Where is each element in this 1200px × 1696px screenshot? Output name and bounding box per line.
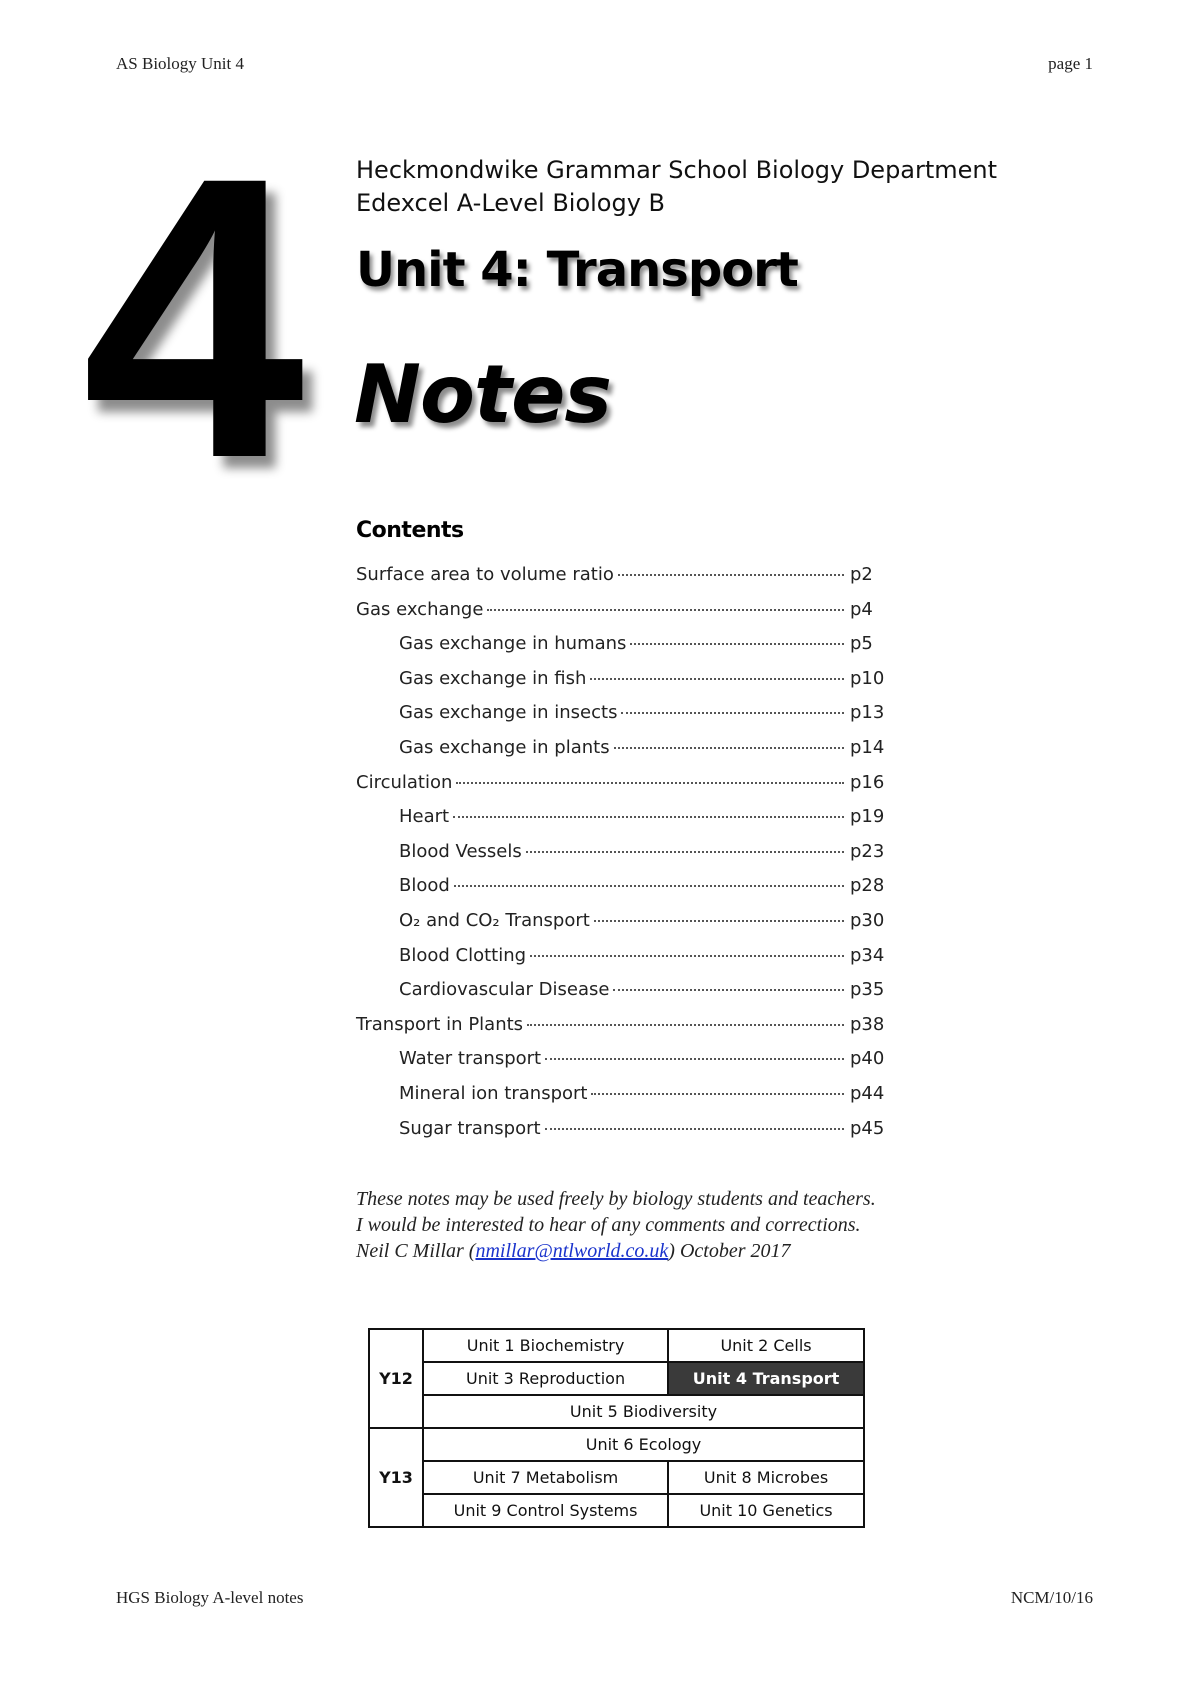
toc-entry (356, 910, 896, 945)
toc-entry-label: O₂ and CO₂ Transport (399, 909, 590, 931)
toc-dot-leader (621, 712, 844, 714)
toc-dot-leader (630, 643, 844, 645)
header-left: AS Biology Unit 4 (116, 54, 244, 73)
toc-entry-page: p19 (850, 806, 885, 828)
toc-entry (356, 841, 896, 876)
unit-number: 4 (82, 94, 295, 541)
toc-entry-label: Water transport (399, 1048, 542, 1070)
toc-entry-label: Mineral ion transport (399, 1082, 588, 1104)
unit-7-cell: Unit 7 Metabolism (423, 1461, 668, 1494)
toc-dot-leader (591, 1093, 844, 1095)
toc-entry-page: p10 (850, 667, 885, 689)
unit-8-cell: Unit 8 Microbes (668, 1461, 864, 1494)
toc-dot-leader (487, 609, 844, 611)
unit-title: Unit 4: Transport (356, 242, 798, 298)
unit-10-cell: Unit 10 Genetics (668, 1494, 864, 1527)
unit-5-cell: Unit 5 Biodiversity (423, 1395, 864, 1428)
toc-entry-page: p40 (850, 1048, 885, 1070)
toc-entry (356, 1048, 896, 1083)
footer-left: HGS Biology A-level notes (116, 1588, 304, 1607)
toc-dot-leader (456, 782, 844, 784)
toc-entry-page: p5 (850, 633, 873, 655)
page-number: page 1 (1048, 54, 1093, 73)
toc-dot-leader (618, 574, 844, 576)
toc-entry-label: Surface area to volume ratio (356, 564, 614, 585)
toc-dot-leader (526, 851, 844, 853)
toc-entry-label: Sugar transport (399, 1117, 541, 1139)
toc-entry-page: p45 (850, 1117, 885, 1139)
author: Neil C Millar ( (356, 1240, 476, 1262)
toc-entry (356, 1083, 896, 1118)
unit-4-cell-current: Unit 4 Transport (668, 1362, 864, 1395)
toc-dot-leader (545, 1128, 844, 1130)
toc-entry-label: Circulation (356, 771, 453, 793)
note-line-3 (356, 1238, 876, 1264)
toc-entry-label: Gas exchange in fish (399, 667, 587, 689)
toc-dot-leader (613, 989, 844, 991)
school-name: Heckmondwike Grammar School Biology Department (356, 156, 998, 184)
toc-entry (356, 772, 896, 807)
toc-entry (356, 599, 896, 634)
email-link[interactable]: nmillar@ntlworld.co.uk (475, 1240, 669, 1262)
usage-note (356, 1186, 876, 1264)
date: ) October 2017 (668, 1240, 791, 1262)
toc-entry (356, 737, 896, 772)
unit-2-cell: Unit 2 Cells (668, 1329, 864, 1362)
toc-entry (356, 979, 896, 1014)
toc-entry (356, 702, 896, 737)
contents-heading: Contents (356, 518, 464, 543)
toc-entry-page: p28 (850, 875, 885, 897)
toc-entry-page: p2 (850, 564, 873, 585)
note-line-2: I would be interested to hear of any comments and corrections. (356, 1214, 861, 1236)
toc-entry (356, 564, 896, 599)
toc-dot-leader (527, 1024, 844, 1026)
toc-entry-label: Gas exchange in insects (399, 702, 618, 724)
toc-entry-page: p16 (850, 771, 885, 793)
toc-entry-label: Blood (399, 875, 450, 897)
toc-entry-page: p30 (850, 909, 885, 931)
units-table (368, 1328, 865, 1528)
toc-dot-leader (530, 955, 844, 957)
toc-entry-label: Gas exchange in plants (399, 736, 610, 758)
toc-entry-page: p35 (850, 979, 885, 1001)
toc-entry (356, 1014, 896, 1049)
toc-entry (356, 668, 896, 703)
toc-entry-page: p38 (850, 1013, 885, 1035)
toc-entry-page: p13 (850, 702, 885, 724)
toc-entry-page: p23 (850, 840, 885, 862)
year-13-label: Y13 (369, 1428, 423, 1527)
toc-entry (356, 875, 896, 910)
toc-entry-label: Blood Clotting (399, 944, 527, 966)
toc-dot-leader (453, 816, 844, 818)
toc-entry-page: p4 (850, 598, 873, 620)
note-line-1: These notes may be used freely by biology students and teachers. (356, 1188, 876, 1210)
toc-entry-page: p14 (850, 736, 885, 758)
year-12-label: Y12 (369, 1329, 423, 1428)
toc-dot-leader (594, 920, 844, 922)
table-of-contents (356, 564, 896, 1152)
course-name: Edexcel A-Level Biology B (356, 189, 666, 217)
unit-1-cell: Unit 1 Biochemistry (423, 1329, 668, 1362)
toc-dot-leader (590, 678, 844, 680)
toc-dot-leader (454, 885, 844, 887)
toc-dot-leader (614, 747, 844, 749)
school-block (356, 154, 997, 220)
toc-entry-label: Gas exchange (356, 598, 484, 620)
unit-9-cell: Unit 9 Control Systems (423, 1494, 668, 1527)
toc-entry-label: Transport in Plants (356, 1013, 524, 1035)
unit-3-cell: Unit 3 Reproduction (423, 1362, 668, 1395)
toc-entry-page: p34 (850, 944, 885, 966)
toc-entry (356, 806, 896, 841)
toc-entry-label: Heart (399, 806, 450, 828)
toc-entry-label: Gas exchange in humans (399, 633, 627, 655)
notes-title: Notes (354, 348, 612, 441)
toc-entry (356, 945, 896, 980)
toc-entry (356, 1118, 896, 1153)
footer-right: NCM/10/16 (1010, 1588, 1093, 1607)
toc-entry-label: Blood Vessels (399, 840, 522, 862)
toc-entry (356, 633, 896, 668)
toc-entry-page: p44 (850, 1082, 885, 1104)
toc-entry-label: Cardiovascular Disease (399, 979, 610, 1001)
unit-6-cell: Unit 6 Ecology (423, 1428, 864, 1461)
toc-dot-leader (545, 1058, 844, 1060)
